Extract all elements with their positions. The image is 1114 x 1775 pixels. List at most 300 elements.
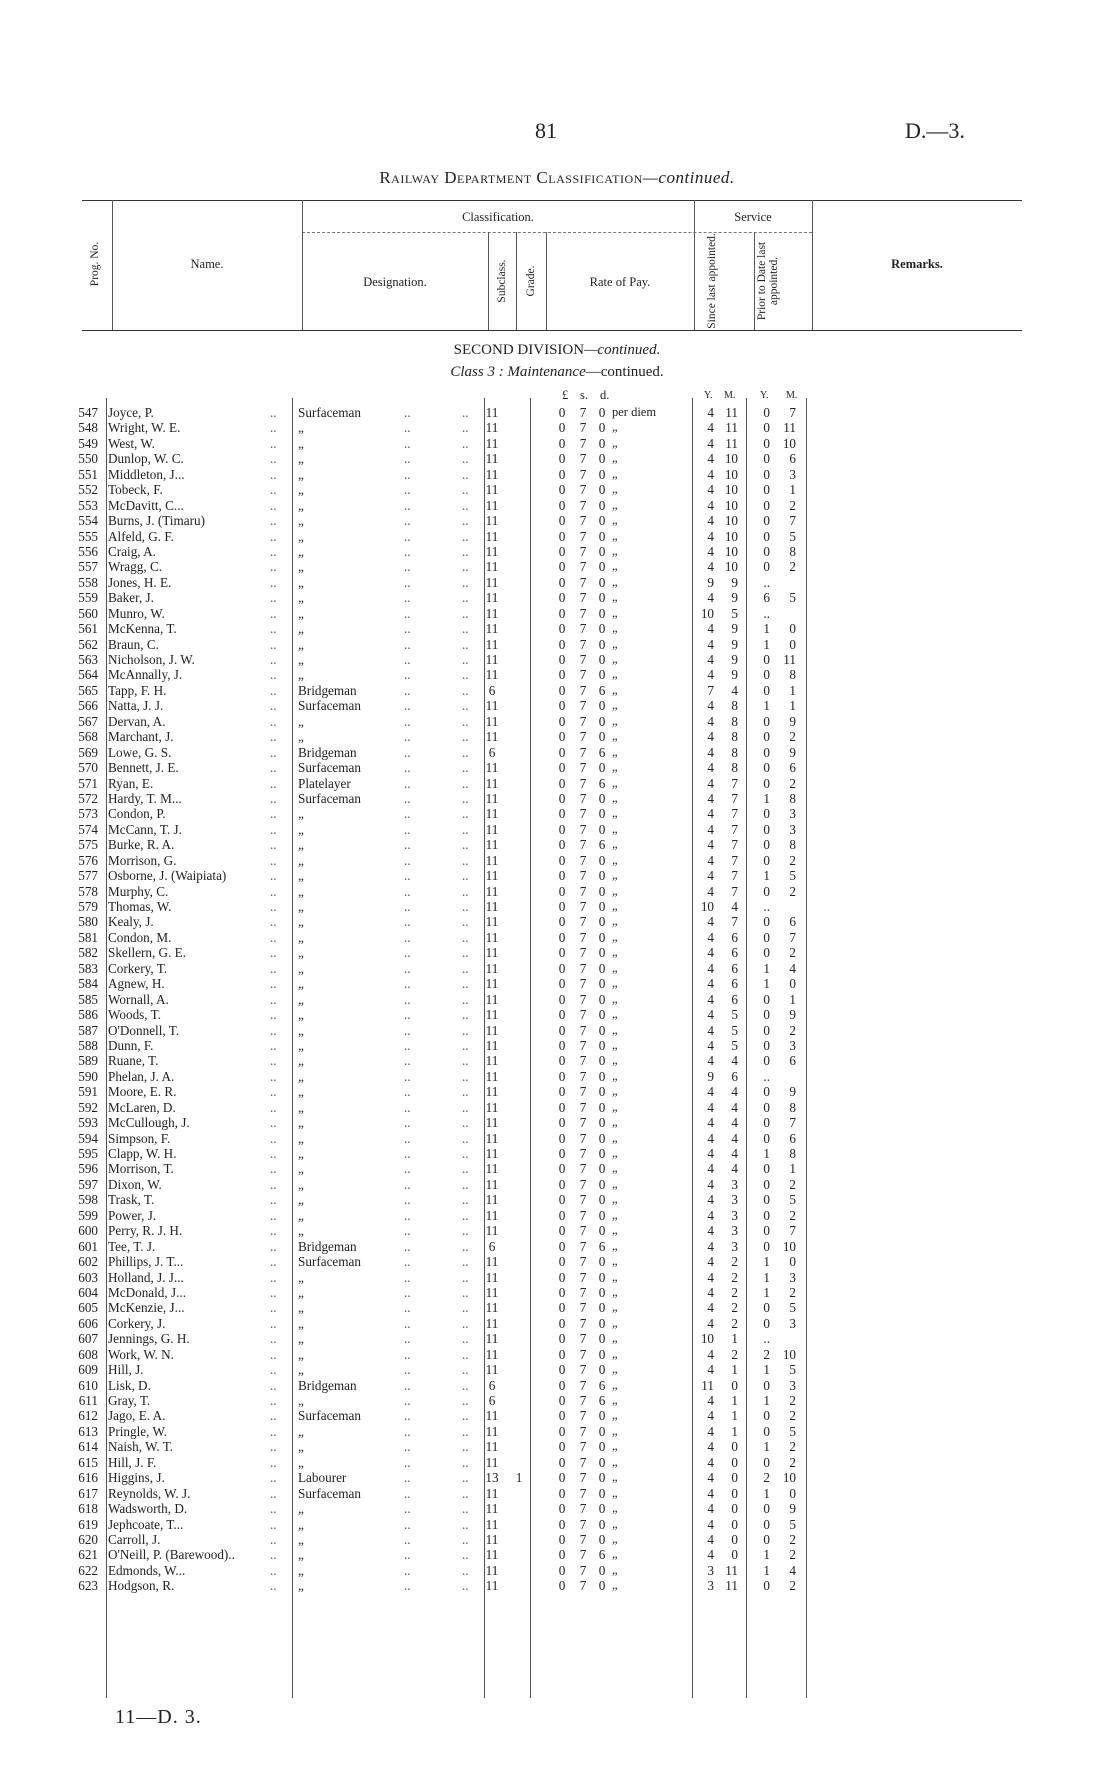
pay-shillings: 7 <box>579 667 587 683</box>
designation: „ <box>298 1578 304 1594</box>
leader-dots: .. <box>270 1516 277 1532</box>
pay-period: „ <box>612 1161 618 1176</box>
subclass: 11 <box>485 590 499 606</box>
employee-name: Tobeck, F. <box>108 482 163 498</box>
since-months: 0 <box>731 1547 738 1563</box>
prior-years: 0 <box>763 682 770 698</box>
pay-pence: 0 <box>598 1485 606 1501</box>
table-row <box>0 1161 1114 1176</box>
leader-dots: .. <box>270 1084 277 1100</box>
since-months: 4 <box>731 1084 738 1100</box>
leader-dots: .. <box>404 991 411 1007</box>
pay-pounds: 0 <box>558 513 566 529</box>
pay-pence: 6 <box>598 744 606 760</box>
since-months: 11 <box>725 1562 738 1578</box>
prior-years: 1 <box>763 1547 770 1563</box>
employee-name: Alfeld, G. F. <box>108 528 174 544</box>
designation: „ <box>298 1516 304 1532</box>
leader-dots: .. <box>462 775 469 791</box>
prior-years: 1 <box>763 636 770 652</box>
pay-shillings: 7 <box>579 1454 587 1470</box>
employee-name: McCullough, J. <box>108 1115 190 1131</box>
employee-name: Wornall, A. <box>108 991 169 1007</box>
table-row <box>0 1254 1114 1269</box>
since-years: 4 <box>707 497 714 513</box>
pay-pounds: 0 <box>558 652 566 667</box>
subclass: 11 <box>485 420 499 436</box>
designation: „ <box>298 729 304 745</box>
since-months: 9 <box>731 590 738 606</box>
prior-months: 2 <box>789 559 796 575</box>
leader-dots: .. <box>270 976 277 992</box>
prior-years: 1 <box>763 1254 770 1270</box>
leader-dots: .. <box>404 960 411 976</box>
prog-no: 592 <box>78 1099 98 1115</box>
pay-shillings: 7 <box>579 1470 587 1486</box>
since-years: 10 <box>700 899 714 914</box>
prior-months: 3 <box>789 1377 796 1393</box>
designation: „ <box>298 636 304 652</box>
designation: „ <box>298 806 304 822</box>
prog-no: 580 <box>78 914 98 930</box>
prior-months: 0 <box>789 636 796 652</box>
leader-dots: .. <box>404 1254 411 1270</box>
pay-period: „ <box>612 1377 618 1392</box>
since-years: 4 <box>707 1439 714 1455</box>
pay-shillings: 7 <box>579 652 587 667</box>
pay-pence: 0 <box>598 559 606 575</box>
designation: „ <box>298 590 304 606</box>
pay-pounds: 0 <box>558 821 566 837</box>
since-years: 4 <box>707 1501 714 1517</box>
prog-no: 621 <box>78 1547 98 1563</box>
employee-name: Jones, H. E. <box>108 574 172 590</box>
pay-shillings: 7 <box>579 1192 587 1208</box>
leader-dots: .. <box>462 574 469 590</box>
pay-shillings: 7 <box>579 1362 587 1378</box>
leader-dots: .. <box>404 1300 411 1316</box>
since-years: 4 <box>707 991 714 1007</box>
pay-shillings: 7 <box>579 729 587 745</box>
leader-dots: .. <box>462 1547 469 1563</box>
pay-period: „ <box>612 1346 618 1361</box>
pay-shillings: 7 <box>579 1501 587 1517</box>
employee-name: Pringle, W. <box>108 1423 167 1439</box>
prior-months: 8 <box>789 790 796 806</box>
pay-pence: 0 <box>598 899 606 914</box>
designation: „ <box>298 543 304 559</box>
since-years: 4 <box>707 929 714 945</box>
table-row <box>0 945 1114 960</box>
since-years: 4 <box>707 1207 714 1223</box>
employee-name: Joyce, P. <box>108 405 154 420</box>
since-months: 1 <box>731 1331 738 1347</box>
prior-months: 8 <box>789 1146 796 1161</box>
designation: „ <box>298 420 304 436</box>
prior-months: 5 <box>789 1516 796 1532</box>
pay-pence: 0 <box>598 1254 606 1270</box>
employee-name: Tapp, F. H. <box>108 682 167 698</box>
table-row <box>0 1131 1114 1146</box>
prior-months: 3 <box>789 821 796 837</box>
employee-name: Phelan, J. A. <box>108 1068 175 1084</box>
since-months: 6 <box>731 945 738 961</box>
since-years: 4 <box>707 451 714 467</box>
prior-months: 2 <box>789 1531 796 1547</box>
designation: „ <box>298 482 304 498</box>
designation: „ <box>298 1053 304 1069</box>
subclass: 11 <box>485 698 499 714</box>
prior-months: 5 <box>789 1362 796 1378</box>
designation: „ <box>298 960 304 976</box>
leader-dots: .. <box>462 1562 469 1578</box>
pay-pounds: 0 <box>558 682 566 698</box>
employee-name: Hodgson, R. <box>108 1578 175 1594</box>
employee-name: Work, W. N. <box>108 1346 174 1362</box>
leader-dots: .. <box>404 976 411 992</box>
employee-name: Power, J. <box>108 1207 157 1223</box>
subclass: 11 <box>485 574 499 590</box>
since-years: 4 <box>707 960 714 976</box>
pay-pence: 0 <box>598 1161 606 1177</box>
prog-no: 614 <box>78 1439 98 1455</box>
prior-months: 1 <box>789 682 796 698</box>
pay-pounds: 0 <box>558 1223 566 1239</box>
prior-years: 0 <box>763 1315 770 1331</box>
employee-name: McDonald, J... <box>108 1284 187 1300</box>
table-row <box>0 714 1114 729</box>
prior-years: 0 <box>763 945 770 961</box>
subclass: 6 <box>488 1377 496 1393</box>
pay-pence: 0 <box>598 652 606 667</box>
pay-shillings: 7 <box>579 513 587 529</box>
pay-pence: 0 <box>598 1037 606 1053</box>
since-years: 4 <box>707 775 714 791</box>
prog-no: 583 <box>78 960 98 976</box>
pay-pounds: 0 <box>558 760 566 776</box>
subclass: 6 <box>488 1393 496 1408</box>
table-row <box>0 822 1114 837</box>
leader-dots: .. <box>404 636 411 652</box>
pay-shillings: 7 <box>579 1377 587 1393</box>
employee-name: Simpson, F. <box>108 1130 171 1146</box>
subclass: 11 <box>485 945 499 961</box>
header-service: Service <box>734 210 772 224</box>
designation: Bridgeman <box>298 744 357 760</box>
prior-months: 6 <box>789 1130 796 1146</box>
since-months: 2 <box>731 1254 738 1270</box>
prog-no: 603 <box>78 1269 98 1285</box>
leader-dots: .. <box>270 1068 277 1084</box>
pay-pence: 6 <box>598 682 606 698</box>
col-divider <box>488 232 489 330</box>
employee-name: Baker, J. <box>108 590 154 606</box>
pay-period: „ <box>612 528 618 543</box>
pay-shillings: 7 <box>579 405 587 420</box>
pay-pence: 0 <box>598 729 606 745</box>
since-years: 4 <box>707 806 714 822</box>
prog-no: 618 <box>78 1501 98 1517</box>
leader-dots: .. <box>270 945 277 961</box>
leader-dots: .. <box>404 1099 411 1115</box>
leader-dots: .. <box>404 1578 411 1594</box>
pay-period: „ <box>612 899 618 913</box>
prog-no: 577 <box>78 868 98 884</box>
pay-period: „ <box>612 991 618 1006</box>
leader-dots: .. <box>404 605 411 621</box>
pay-pence: 0 <box>598 1439 606 1455</box>
pay-pounds: 0 <box>558 497 566 513</box>
table-row <box>0 1053 1114 1068</box>
subclass: 11 <box>485 1254 499 1270</box>
since-months: 10 <box>724 528 738 544</box>
pay-pounds: 0 <box>558 559 566 575</box>
pay-shillings: 7 <box>579 621 587 637</box>
employee-name: Edmonds, W... <box>108 1562 186 1578</box>
pay-pence: 0 <box>598 1022 606 1038</box>
prog-no: 599 <box>78 1207 98 1223</box>
leader-dots: .. <box>404 451 411 467</box>
since-months: 7 <box>731 868 738 884</box>
pay-period: „ <box>612 497 618 512</box>
since-months: 5 <box>731 1007 738 1023</box>
pay-shillings: 7 <box>579 744 587 760</box>
leader-dots: .. <box>462 976 469 992</box>
header-subclass: Subclass. <box>496 259 508 303</box>
employee-name: Ruane, T. <box>108 1053 159 1069</box>
since-years: 4 <box>707 1454 714 1470</box>
pay-pence: 6 <box>598 837 606 853</box>
designation: „ <box>298 1176 304 1192</box>
prior-months: 2 <box>789 1578 796 1594</box>
pay-shillings: 7 <box>579 1099 587 1115</box>
prog-no: 589 <box>78 1053 98 1069</box>
employee-name: Craig, A. <box>108 543 156 559</box>
subclass: 11 <box>485 1315 499 1331</box>
table-row <box>0 976 1114 991</box>
subclass: 13 <box>485 1470 499 1486</box>
leader-dots: .. <box>404 1423 411 1439</box>
table-row <box>0 621 1114 636</box>
pay-pounds: 0 <box>558 1192 566 1208</box>
class-name: Maintenance <box>507 364 586 380</box>
prog-no: 558 <box>78 574 98 590</box>
leader-dots: .. <box>270 1053 277 1069</box>
leader-dots: .. <box>404 1362 411 1378</box>
prior-years: 0 <box>763 1238 770 1254</box>
pay-pounds: 0 <box>558 543 566 559</box>
leader-dots: .. <box>462 543 469 559</box>
employee-name: Osborne, J. (Waipiata) <box>108 868 227 884</box>
leader-dots: .. <box>270 1115 277 1131</box>
since-months: 0 <box>731 1454 738 1470</box>
prog-no: 616 <box>78 1470 98 1486</box>
table-row <box>0 992 1114 1007</box>
subclass: 11 <box>485 1531 499 1547</box>
since-months: 7 <box>731 790 738 806</box>
leader-dots: .. <box>270 543 277 559</box>
prior-years: 0 <box>763 1084 770 1100</box>
pay-pounds: 0 <box>558 1115 566 1131</box>
leader-dots: .. <box>404 929 411 945</box>
leader-dots: .. <box>404 513 411 529</box>
pay-period: „ <box>612 513 618 528</box>
table-row <box>0 405 1114 420</box>
table-row <box>0 482 1114 497</box>
col-divider <box>516 232 517 330</box>
class-heading <box>0 364 1114 381</box>
leader-dots: .. <box>462 667 469 683</box>
since-years: 4 <box>707 559 714 575</box>
subclass: 11 <box>485 713 499 729</box>
designation: Surfaceman <box>298 698 361 714</box>
leader-dots: .. <box>270 636 277 652</box>
prog-no: 604 <box>78 1284 98 1300</box>
prog-no: 576 <box>78 852 98 868</box>
prior-months: 9 <box>789 713 796 729</box>
table-row <box>0 544 1114 559</box>
pay-pounds: 0 <box>558 1161 566 1177</box>
prior-months: 6 <box>789 1053 796 1069</box>
table-row <box>0 559 1114 574</box>
pay-shillings: 7 <box>579 1331 587 1347</box>
since-years: 4 <box>707 1192 714 1208</box>
leader-dots: .. <box>404 1331 411 1347</box>
prior-months: 8 <box>789 837 796 853</box>
subclass: 11 <box>485 636 499 652</box>
pay-pounds: 0 <box>558 899 566 914</box>
employee-name: Burke, R. A. <box>108 837 175 853</box>
leader-dots: .. <box>462 1439 469 1455</box>
pay-pence: 0 <box>598 1516 606 1532</box>
prior-years: 2 <box>763 1346 770 1362</box>
leader-dots: .. <box>270 1099 277 1115</box>
table-row <box>0 698 1114 713</box>
prior-months: 6 <box>789 760 796 776</box>
header-remarks: Remarks. <box>891 257 943 271</box>
pay-pounds: 0 <box>558 1454 566 1470</box>
pay-pence: 0 <box>598 1315 606 1331</box>
leader-dots: .. <box>462 621 469 637</box>
pay-pence: 0 <box>598 760 606 776</box>
pay-pounds: 0 <box>558 698 566 714</box>
leader-dots: .. <box>404 1207 411 1223</box>
since-years: 4 <box>707 852 714 868</box>
since-months: 0 <box>731 1485 738 1501</box>
pay-pence: 0 <box>598 1284 606 1300</box>
prior-years: 0 <box>763 435 770 451</box>
pay-period: „ <box>612 1362 618 1377</box>
leader-dots: .. <box>270 868 277 884</box>
leader-dots: .. <box>270 883 277 899</box>
leader-dots: .. <box>462 1022 469 1038</box>
leader-dots: .. <box>462 420 469 436</box>
leader-dots: .. <box>462 1531 469 1547</box>
leader-dots: .. <box>404 1501 411 1517</box>
table-row <box>0 1084 1114 1099</box>
leader-dots: .. <box>462 1269 469 1285</box>
header-prior-to-date: Prior to Date last appointed. <box>756 241 780 321</box>
pay-pence: 0 <box>598 991 606 1007</box>
table-row <box>0 961 1114 976</box>
leader-dots: .. <box>462 991 469 1007</box>
pay-period: „ <box>612 1223 618 1238</box>
since-months: 4 <box>731 1099 738 1115</box>
leader-dots: .. <box>404 574 411 590</box>
prior-years: 1 <box>763 1362 770 1378</box>
leader-dots: .. <box>462 1423 469 1439</box>
leader-dots: .. <box>462 837 469 853</box>
pay-shillings: 7 <box>579 1254 587 1270</box>
prog-no: 561 <box>78 621 98 637</box>
employee-name: Dunlop, W. C. <box>108 451 184 467</box>
prog-no: 585 <box>78 991 98 1007</box>
prog-no: 591 <box>78 1084 98 1100</box>
leader-dots: .. <box>404 1408 411 1424</box>
pay-shillings: 7 <box>579 914 587 930</box>
prog-no: 608 <box>78 1346 98 1362</box>
since-years: 4 <box>707 1053 714 1069</box>
pay-shillings: 7 <box>579 420 587 436</box>
employee-name: Morrison, G. <box>108 852 177 868</box>
table-row <box>0 930 1114 945</box>
pay-pence: 0 <box>598 1300 606 1316</box>
leader-dots: .. <box>270 1501 277 1517</box>
since-years: 4 <box>707 713 714 729</box>
pay-shillings: 7 <box>579 1315 587 1331</box>
pay-shillings: 7 <box>579 1161 587 1177</box>
leader-dots: .. <box>404 1377 411 1393</box>
table-row <box>0 1115 1114 1130</box>
pay-pence: 6 <box>598 1377 606 1393</box>
employee-name: McLaren, D. <box>108 1099 176 1115</box>
pay-pounds: 0 <box>558 883 566 899</box>
since-years: 4 <box>707 420 714 436</box>
prior-months: 10 <box>782 1238 796 1254</box>
employee-name: Braun, C. <box>108 636 159 652</box>
pay-period: „ <box>612 1254 618 1269</box>
pay-pounds: 0 <box>558 960 566 976</box>
pay-pence: 0 <box>598 1192 606 1208</box>
leader-dots: .. <box>404 543 411 559</box>
since-months: 4 <box>731 1130 738 1146</box>
prior-months: 7 <box>789 1115 796 1131</box>
prog-no: 570 <box>78 760 98 776</box>
leader-dots: .. <box>270 451 277 467</box>
leader-dots: .. <box>270 405 277 420</box>
since-years: 10 <box>700 1331 714 1347</box>
prog-no: 556 <box>78 543 98 559</box>
designation: „ <box>298 1547 304 1563</box>
prog-no: 594 <box>78 1130 98 1146</box>
header-sub-rule <box>302 232 812 233</box>
prior-months: 10 <box>782 1470 796 1486</box>
employee-name: Perry, R. J. H. <box>108 1223 183 1239</box>
prior-years: 0 <box>763 1053 770 1069</box>
designation: „ <box>298 451 304 467</box>
table-row <box>0 1007 1114 1022</box>
prior-years: 0 <box>763 821 770 837</box>
pay-period: „ <box>612 1408 618 1423</box>
prog-no: 584 <box>78 976 98 992</box>
employee-name: Phillips, J. T... <box>108 1254 184 1270</box>
table-row <box>0 868 1114 883</box>
leader-dots: .. <box>270 1346 277 1362</box>
header-top-rule <box>82 200 1022 201</box>
prog-no: 607 <box>78 1331 98 1347</box>
leader-dots: .. <box>270 1146 277 1161</box>
page-title <box>0 168 1114 188</box>
